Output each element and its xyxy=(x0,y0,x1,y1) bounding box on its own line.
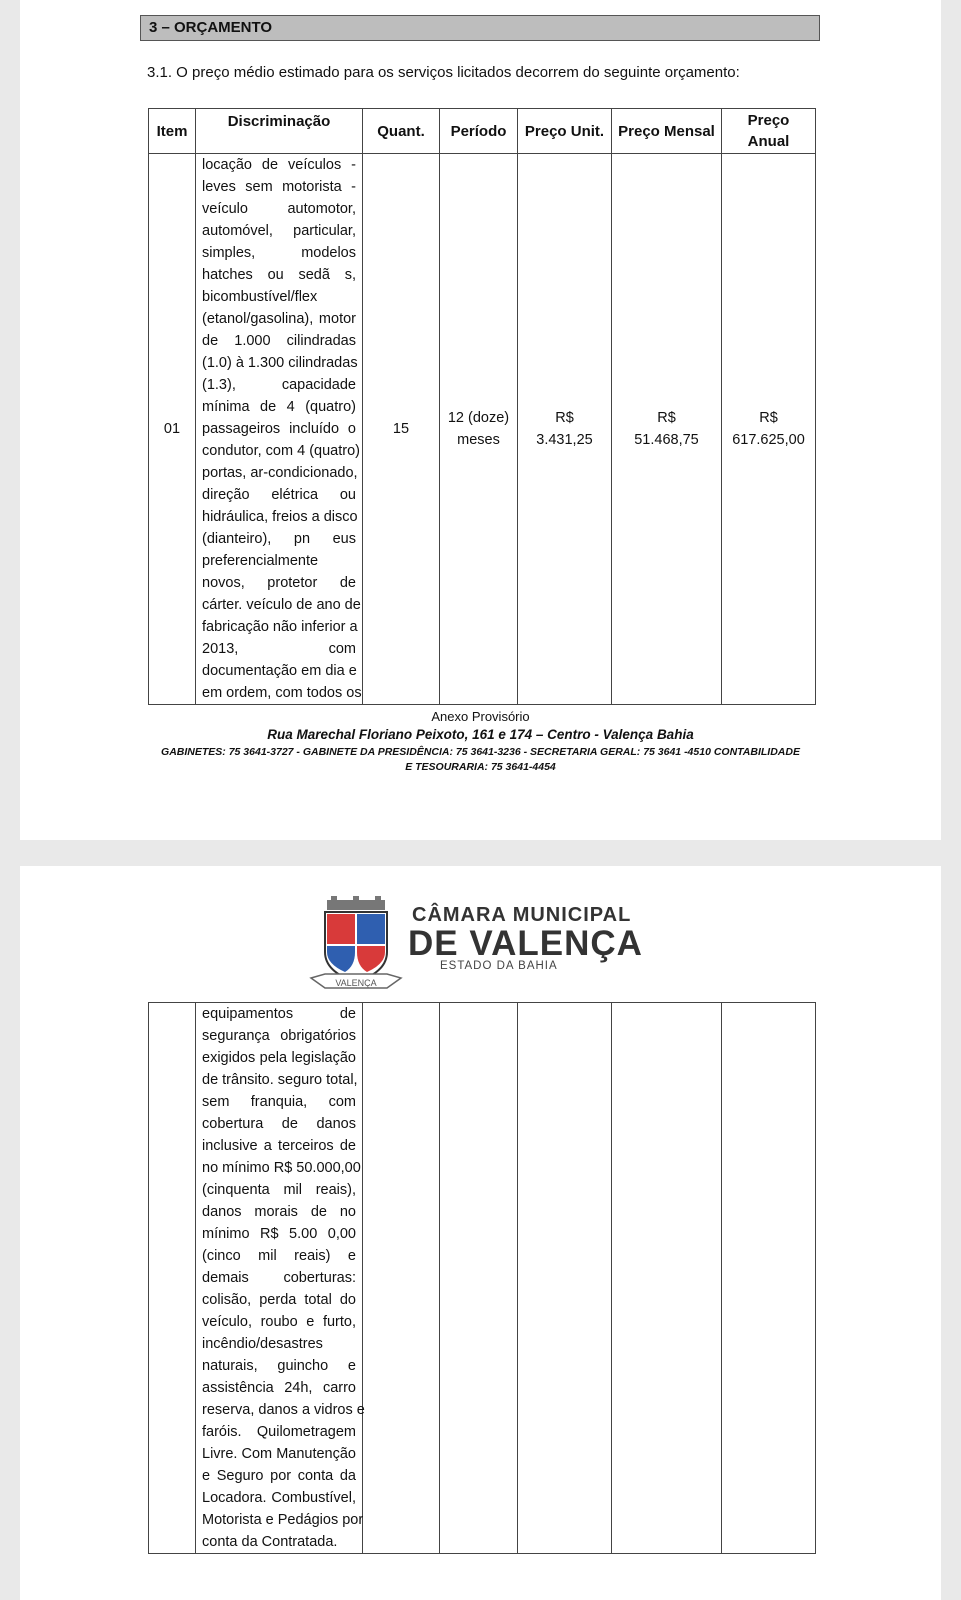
row-preco-unit xyxy=(518,154,612,705)
description-line: de 1.000 cilindradas xyxy=(202,333,356,349)
logo-line2: DE VALENÇA xyxy=(408,924,643,963)
intro-text: 3.1. O preço médio estimado para os serviços licitados decorrem do seguinte orçamento: xyxy=(147,64,740,81)
description-line: de trânsito. seguro total, xyxy=(202,1072,358,1088)
row-quant-empty xyxy=(363,1003,440,1554)
description-line: e Seguro por conta da xyxy=(202,1468,356,1484)
row-description xyxy=(196,154,363,705)
description-line: hidráulica, freios a disco xyxy=(202,509,358,525)
description-line: 2013, com xyxy=(202,641,356,657)
description-line: passageiros incluído o xyxy=(202,421,356,437)
description-line: assistência 24h, carro xyxy=(202,1380,356,1396)
description-line: (1.0) à 1.300 cilindradas xyxy=(202,355,358,371)
description-line: demais coberturas: xyxy=(202,1270,356,1286)
header-discriminacao: Discriminação xyxy=(196,109,363,154)
description-line: simples, modelos xyxy=(202,245,356,261)
header-preco-unit: Preço Unit. xyxy=(518,109,612,154)
description-line: faróis. Quilometragem xyxy=(202,1424,356,1440)
description-line: mínimo R$ 5.00 0,00 xyxy=(202,1226,356,1242)
row-item: 01 xyxy=(149,154,196,705)
description-line: naturais, guincho e xyxy=(202,1358,356,1374)
description-line: sem franquia, com xyxy=(202,1094,356,1110)
document-page-1 xyxy=(20,0,941,840)
description-line: direção elétrica ou xyxy=(202,487,356,503)
header-item: Item xyxy=(149,109,196,154)
description-line: (etanol/gasolina), motor xyxy=(202,311,356,327)
preco-mensal-currency: R$ xyxy=(657,410,676,426)
header-preco-mensal: Preço Mensal xyxy=(612,109,722,154)
footer-anexo: Anexo Provisório xyxy=(431,709,530,724)
description-line: colisão, perda total do xyxy=(202,1292,356,1308)
budget-table-continued xyxy=(148,1002,816,1554)
footer-address: Rua Marechal Floriano Peixoto, 161 e 174 – Centro - Valença Bahia xyxy=(267,727,694,742)
row-preco-anual-empty xyxy=(722,1003,816,1554)
description-line: segurança obrigatórios xyxy=(202,1028,356,1044)
description-line: Locadora. Combustível, xyxy=(202,1490,356,1506)
logo-line3: ESTADO DA BAHIA xyxy=(440,960,558,972)
description-line: preferencialmente xyxy=(202,553,319,569)
description-line: exigidos pela legislação xyxy=(202,1050,356,1066)
footer-phones: GABINETES: 75 3641-3727 - GABINETE DA PRESIDÊNCIA: 75 3641-3236 - SECRETARIA GERAL: 75 3641 -4510 CONTABILIDADE E TESOURARIA: 75 3641-4454 xyxy=(161,746,800,773)
table-row xyxy=(149,154,816,705)
description-line: Livre. Com Manutenção xyxy=(202,1446,356,1462)
row-periodo xyxy=(440,154,518,705)
description-line: documentação em dia e xyxy=(202,663,357,679)
description-line: cobertura de danos xyxy=(202,1116,356,1132)
description-line: veículo automotor, xyxy=(202,201,356,217)
description-line: no mínimo R$ 50.000,00 xyxy=(202,1160,361,1176)
periodo-line2: meses xyxy=(457,432,500,448)
document-page-2 xyxy=(20,866,941,1600)
row-preco-anual xyxy=(722,154,816,705)
row-preco-unit-empty xyxy=(518,1003,612,1554)
description-line: reserva, danos a vidros e xyxy=(202,1402,365,1418)
description-line: bicombustível/flex xyxy=(202,289,318,305)
description-line: condutor, com 4 (quatro) xyxy=(202,443,360,459)
preco-anual-currency: R$ xyxy=(759,410,778,426)
description-line: cárter. veículo de ano de xyxy=(202,597,361,613)
description-line: fabricação não inferior a xyxy=(202,619,358,635)
description-line: (1.3), capacidade xyxy=(202,377,356,393)
description-line: conta da Contratada. xyxy=(202,1534,338,1550)
table-row xyxy=(149,1003,816,1554)
seal-text: VALENÇA xyxy=(335,978,377,988)
row-description-continued xyxy=(196,1003,363,1554)
description-line: danos morais de no xyxy=(202,1204,356,1220)
row-preco-mensal-empty xyxy=(612,1003,722,1554)
logo-line1: CÂMARA MUNICIPAL xyxy=(412,904,632,926)
budget-table xyxy=(148,108,816,705)
row-periodo-empty xyxy=(440,1003,518,1554)
camara-seal-icon xyxy=(305,896,415,992)
description-line: automóvel, particular, xyxy=(202,223,356,239)
description-line: mínima de 4 (quatro) xyxy=(202,399,356,415)
description-line: incêndio/desastres xyxy=(202,1336,323,1352)
description-line: (dianteiro), pn eus xyxy=(202,531,356,547)
section-title: 3 – ORÇAMENTO xyxy=(140,15,820,41)
description-line: leves sem motorista - xyxy=(202,179,356,195)
preco-unit-value: 3.431,25 xyxy=(536,432,593,448)
preco-unit-currency: R$ xyxy=(555,410,574,426)
description-line: equipamentos de xyxy=(202,1006,356,1022)
preco-mensal-value: 51.468,75 xyxy=(634,432,699,448)
header-periodo: Período xyxy=(440,109,518,154)
description-line: (cinco mil reais) e xyxy=(202,1248,356,1264)
description-line: portas, ar-condicionado, xyxy=(202,465,358,481)
description-line: em ordem, com todos os xyxy=(202,685,362,701)
periodo-line1: 12 (doze) xyxy=(447,410,510,426)
header-quant: Quant. xyxy=(363,109,440,154)
preco-anual-value: 617.625,00 xyxy=(732,432,805,448)
description-line: Motorista e Pedágios por xyxy=(202,1512,364,1528)
header-preco-anual: Preço Anual xyxy=(722,109,816,154)
description-line: inclusive a terceiros de xyxy=(202,1138,356,1154)
description-line: veículo, roubo e furto, xyxy=(202,1314,356,1330)
description-line: novos, protetor de xyxy=(202,575,356,591)
description-line: hatches ou sedã s, xyxy=(202,267,356,283)
row-item-empty xyxy=(149,1003,196,1554)
row-quant: 15 xyxy=(363,154,440,705)
table-header-row xyxy=(149,109,816,154)
row-preco-mensal xyxy=(612,154,722,705)
description-line: (cinquenta mil reais), xyxy=(202,1182,356,1198)
description-line: locação de veículos - xyxy=(202,157,356,173)
